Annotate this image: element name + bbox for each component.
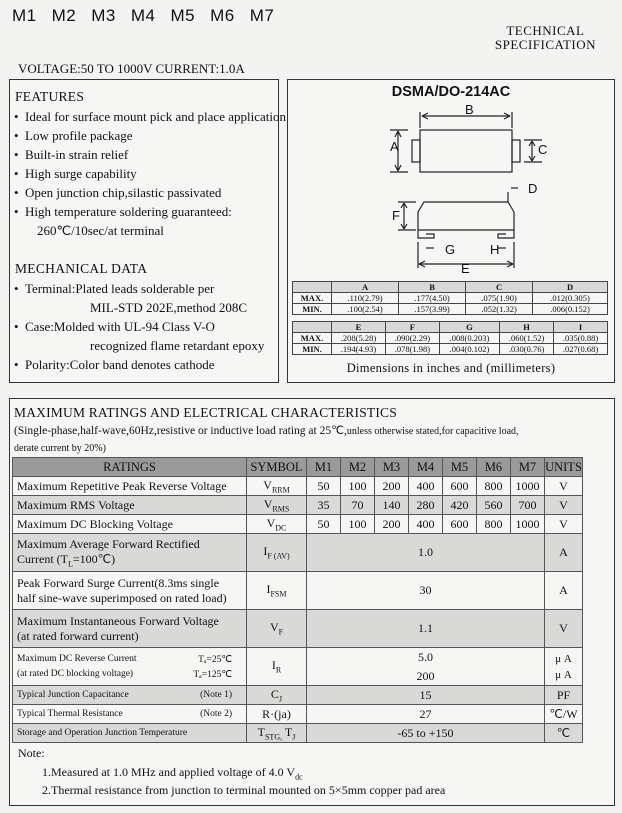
mechanical-list	[14, 279, 264, 374]
dim-label-c: C	[538, 142, 548, 157]
feature-item: • High temperature soldering guaranteed:	[14, 204, 232, 219]
package-title: DSMA/DO-214AC	[391, 84, 511, 100]
features-list	[14, 107, 286, 240]
features-box	[9, 79, 286, 383]
table-row: MAX. .110(2.79) .177(4.50) .075(1.90) .012(0.305)	[293, 293, 608, 304]
dimensions-caption: Dimensions in inches and (millimeters)	[346, 361, 556, 375]
table-row: Maximum Repetitive Peak Reverse Voltage $V_{RRM}$ 50 100 200 400 600 800 1000 V	[13, 477, 583, 496]
table-header-row: RATINGS SYMBOL M1 M2 M3 M4 M5 M6 M7 UNITS	[13, 458, 583, 477]
table-header-row: E F G H I	[293, 322, 608, 333]
dim-label-g: G	[445, 242, 456, 257]
dim-label-e: E	[461, 261, 470, 276]
table-row: Peak Forward Surge Current(8.3ms single half sine-wave superimposed on rated load) $I_{FSM}$ 30 A	[13, 572, 583, 610]
table-row: MAX. .208(5.28) .090(2.29) .008(0.203) .060(1.52) .035(0.88)	[293, 333, 608, 344]
dim-label-d: D	[528, 181, 538, 196]
feature-item: • Built-in strain relief	[14, 147, 129, 162]
feature-item: • Low profile package	[14, 128, 133, 143]
part-number-list	[12, 6, 289, 26]
feature-item: • Open junction chip,silastic passivated	[14, 185, 222, 200]
part-number: M5	[170, 6, 196, 25]
dimension-table-2	[292, 321, 608, 355]
technical-label: TECHNICAL	[506, 23, 585, 38]
table-row: Maximum Instantaneous Forward Voltage (at rated forward current) $V_F$ 1.1 V	[13, 610, 583, 648]
table-row: Storage and Operation Junction Temperature $T_{STG,}$ $T_J$ -65 to +150 ℃	[13, 724, 583, 743]
part-number: M7	[249, 6, 275, 25]
table-row: MIN. .100(2.54) .157(3.99) .052(1.32) .006(0.152)	[293, 304, 608, 315]
package-outline-drawing	[378, 102, 568, 277]
table-row: Maximum DC Blocking Voltage $V_{DC}$ 50 100 200 400 600 800 1000 V	[13, 515, 583, 534]
table-row: Typical Thermal Resistance (Note 2) R·(ja) 27 ℃/W	[13, 705, 583, 724]
dim-label-f: F	[392, 208, 400, 223]
note-1: 1.Measured at 1.0 MHz and applied voltage of 4.0 $V_{dc}$	[42, 765, 303, 782]
note-2: 2.Thermal resistance from junction to terminal mounted on 5×5mm copper pad area	[42, 783, 446, 797]
feature-item: • Ideal for surface mount pick and place application	[14, 109, 286, 124]
part-number: M6	[210, 6, 235, 25]
mechanical-data-title: MECHANICAL DATA	[15, 261, 148, 276]
mechanical-item: • Terminal:Plated leads solderable per	[14, 281, 215, 296]
mechanical-item-continued: MIL-STD 202E,method 208C	[90, 300, 248, 315]
ratings-table	[12, 457, 583, 743]
features-title: FEATURES	[15, 89, 85, 104]
part-number: M1	[12, 6, 37, 25]
table-row: Maximum RMS Voltage $V_{RMS}$ 35 70 140 280 420 560 700 V	[13, 496, 583, 515]
dim-label-a: A	[390, 139, 399, 154]
part-number: M2	[51, 6, 77, 25]
table-row: Maximum Average Forward Rectified Current $(T_L=100℃)$ $I_{F (AV)}$ 1.0 A	[13, 534, 583, 572]
part-number: M3	[91, 6, 116, 25]
note-label: Note:	[18, 746, 45, 760]
dimension-table-1	[292, 281, 608, 315]
feature-item: • High surge capability	[14, 166, 137, 181]
mechanical-item: • Case:Molded with UL-94 Class V-O	[14, 319, 215, 334]
feature-item-continued: 260℃/10sec/at terminal	[37, 223, 164, 238]
specification-label: SPECIFICATION	[494, 37, 596, 52]
table-header-row: A B C D	[293, 282, 608, 293]
ratings-box	[9, 398, 615, 806]
ratings-title: MAXIMUM RATINGS AND ELECTRICAL CHARACTERISTICS	[14, 405, 397, 420]
mechanical-item-continued: recognized flame retardant epoxy	[90, 338, 265, 353]
voltage-current-line: VOLTAGE:50 TO 1000V CURRENT:1.0A	[18, 61, 245, 76]
dim-label-h: H	[490, 242, 500, 257]
dim-label-b: B	[465, 102, 474, 117]
table-row: Maximum DC Reverse Current Tₐ=25℃ (at rated DC blocking voltage) Tₐ=125℃ $I_R$ 5.0 200 μ A μ A	[13, 648, 583, 686]
part-number: M4	[130, 6, 156, 25]
table-row: Typical Junction Capacitance (Note 1) $C_J$ 15 PF	[13, 686, 583, 705]
package-box	[287, 79, 615, 383]
mechanical-item: • Polarity:Color band denotes cathode	[14, 357, 215, 372]
table-row: MIN. .194(4.93) .078(1.98) .004(0.102) .030(0.76) .027(0.68)	[293, 344, 608, 355]
ratings-subtitle: (Single-phase,half-wave,60Hz,resistive or inductive load rating at 25℃,unless otherwise stated,for capacitive load, derate current by 20%)	[14, 425, 519, 454]
technical-specification-heading	[495, 24, 596, 52]
